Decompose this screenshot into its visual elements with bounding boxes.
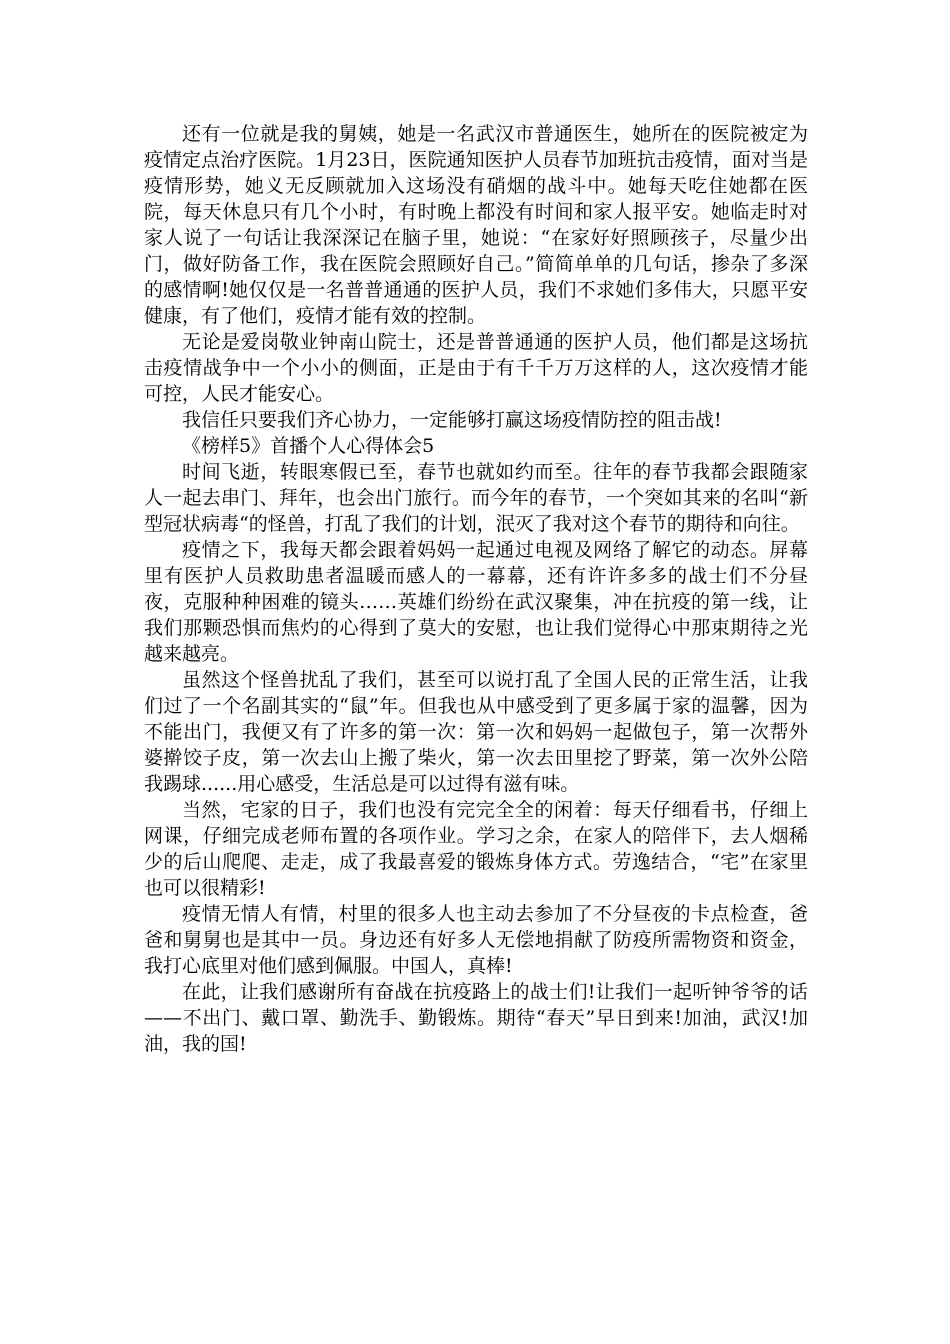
- paragraph-uncle-aunt-doctor: 还有一位就是我的舅姨，她是一名武汉市普通医生，她所在的医院被定为疫情定点治疗医院。1月23日，医院通知医护人员春节加班抗击疫情，面对当是疫情形势，她义无反顾就加入这场没有硝烟的战斗中。她每天吃住她都在医院，每天休息只有几个小时，有时晚上都没有时间和家人报平安。她临走时对家人说了一句话让我深深记在脑子里，她说：“在家好好照顾孩子，尽量少出门，做好防备工作，我在医院会照顾好自己。”简简单单的几句话，掺杂了多深的感情啊!她仅仅是一名普普通通的医护人员，我们不求她们多伟大，只愿平安健康，有了他们，疫情才能有效的控制。: [144, 123, 808, 327]
- section-heading: 《榜样5》首播个人心得体会5: [182, 435, 435, 457]
- paragraph-first-times: 虽然这个怪兽扰乱了我们，甚至可以说打乱了全国人民的正常生活，让我们过了一个名副其实的“鼠”年。但我也从中感受到了更多属于家的温馨，因为不能出门，我便又有了许多的第一次：第一次和妈妈一起做包子，第一次帮外婆擀饺子皮，第一次去山上搬了柴火，第一次去田里挖了野菜，第一次外公陪我踢球......用心感受，生活总是可以过得有滋有味。: [144, 669, 808, 795]
- paragraph-spring-festival: 时间飞逝，转眼寒假已至，春节也就如约而至。往年的春节我都会跟随家人一起去串门、拜年，也会出门旅行。而今年的春节，一个突如其来的名叫“新型冠状病毒“的怪兽，打乱了我们的计划，泯灭了我对这个春节的期待和向往。: [144, 461, 808, 535]
- paragraph-stay-home: 当然，宅家的日子，我们也没有完完全全的闲着：每天仔细看书，仔细上网课，仔细完成老师布置的各项作业。学习之余，在家人的陪伴下，去人烟稀少的后山爬爬、走走，成了我最喜爱的锻炼身体方式。劳逸结合，“宅”在家里也可以很精彩!: [144, 799, 808, 899]
- paragraph-closing: 在此，让我们感谢所有奋战在抗疫路上的战士们!让我们一起听钟爷爷的话——不出门、戴口罩、勤洗手、勤锻炼。期待“春天”早日到来!加油，武汉!加油，我的国!: [144, 981, 808, 1055]
- paragraph-news-watching: 疫情之下，我每天都会跟着妈妈一起通过电视及网络了解它的动态。屏幕里有医护人员救助患者温暖而感人的一幕幕，还有许许多多的战士们不分昼夜，克服种种困难的镜头……英雄们纷纷在武汉聚集，冲在抗疫的第一线，让我们那颗恐惧而焦灼的心得到了莫大的安慰，也让我们觉得心中那束期待之光越来越亮。: [144, 539, 808, 665]
- paragraph-medical-staff: 无论是爱岗敬业钟南山院士，还是普普通通的医护人员，他们都是这场抗击疫情战争中一个小小的侧面，正是由于有千千万万这样的人，这次疫情才能可控，人民才能安心。: [144, 331, 808, 405]
- paragraph-village-help: 疫情无情人有情，村里的很多人也主动去参加了不分昼夜的卡点检查，爸爸和舅舅也是其中一员。身边还有好多人无偿地捐献了防疫所需物资和资金，我打心底里对他们感到佩服。中国人，真棒!: [144, 903, 808, 977]
- paragraph-confidence: 我信任只要我们齐心协力，一定能够打赢这场疫情防控的阻击战!: [182, 409, 722, 431]
- document-body: [144, 121, 808, 1057]
